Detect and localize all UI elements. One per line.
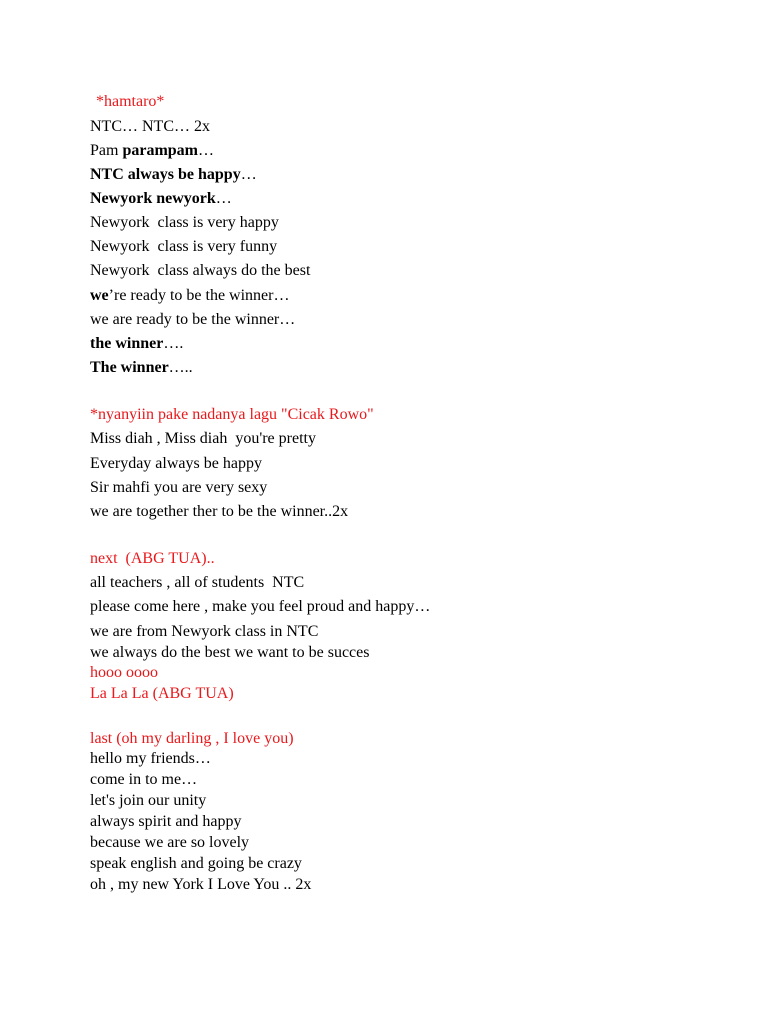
lyric-segment-bold: NTC always be happy bbox=[90, 166, 241, 183]
lyric-line-red: hooo oooo bbox=[90, 664, 158, 681]
lyric-segment: … bbox=[215, 190, 232, 207]
section-heading-abg-tua: next (ABG TUA).. bbox=[90, 550, 215, 567]
lyric-segment-bold: Newyork newyork bbox=[90, 190, 216, 207]
lyric-line: Newyork class is very funny bbox=[90, 238, 278, 255]
lyric-line: we are ready to be the winner… bbox=[90, 311, 296, 328]
lyric-line: please come here , make you feel proud and happy… bbox=[90, 598, 431, 615]
lyric-line bbox=[90, 334, 183, 354]
lyric-line: Everyday always be happy bbox=[90, 455, 262, 472]
lyric-line: Miss diah , Miss diah you're pretty bbox=[90, 430, 316, 447]
lyric-segment: …. bbox=[163, 335, 184, 352]
lyric-segment-bold: parampam bbox=[122, 142, 199, 159]
lyric-segment: ’re ready to be the winner… bbox=[108, 287, 290, 304]
lyric-line: Sir mahfi you are very sexy bbox=[90, 479, 268, 496]
lyric-line: we always do the best we want to be succes bbox=[90, 644, 370, 661]
lyric-line: always spirit and happy bbox=[90, 813, 242, 830]
lyric-segment-bold: The winner bbox=[90, 359, 169, 376]
lyric-segment: ….. bbox=[168, 359, 193, 376]
lyric-line: let's join our unity bbox=[90, 792, 207, 809]
lyric-line: all teachers , all of students NTC bbox=[90, 574, 305, 591]
lyric-line: we are from Newyork class in NTC bbox=[90, 623, 319, 640]
lyric-line: hello my friends… bbox=[90, 750, 211, 767]
lyric-line: oh , my new York I Love You .. 2x bbox=[90, 876, 312, 893]
lyric-line bbox=[90, 286, 289, 306]
lyric-line bbox=[90, 141, 214, 161]
lyric-line bbox=[90, 189, 232, 209]
lyric-line: because we are so lovely bbox=[90, 834, 250, 851]
lyric-line: Newyork class always do the best bbox=[90, 262, 311, 279]
lyric-segment: … bbox=[198, 142, 215, 159]
lyric-line: NTC… NTC… 2x bbox=[90, 118, 210, 135]
lyric-segment: … bbox=[240, 166, 257, 183]
lyric-line: come in to me… bbox=[90, 771, 198, 788]
lyric-line: we are together ther to be the winner..2x bbox=[90, 503, 349, 520]
section-heading-oh-my-darling: last (oh my darling , I love you) bbox=[90, 730, 294, 747]
lyric-segment-bold: the winner bbox=[90, 335, 164, 352]
lyric-segment: Pam bbox=[90, 142, 123, 159]
lyric-line bbox=[90, 358, 193, 378]
section-heading-cicak-rowo: *nyanyiin pake nadanya lagu "Cicak Rowo" bbox=[90, 406, 374, 423]
lyric-line: Newyork class is very happy bbox=[90, 214, 279, 231]
lyric-line bbox=[90, 165, 257, 185]
lyric-line: speak english and going be crazy bbox=[90, 855, 302, 872]
lyric-line-red: La La La (ABG TUA) bbox=[90, 685, 234, 702]
section-heading-hamtaro: *hamtaro* bbox=[96, 93, 165, 110]
lyric-segment-bold: we bbox=[90, 287, 109, 304]
